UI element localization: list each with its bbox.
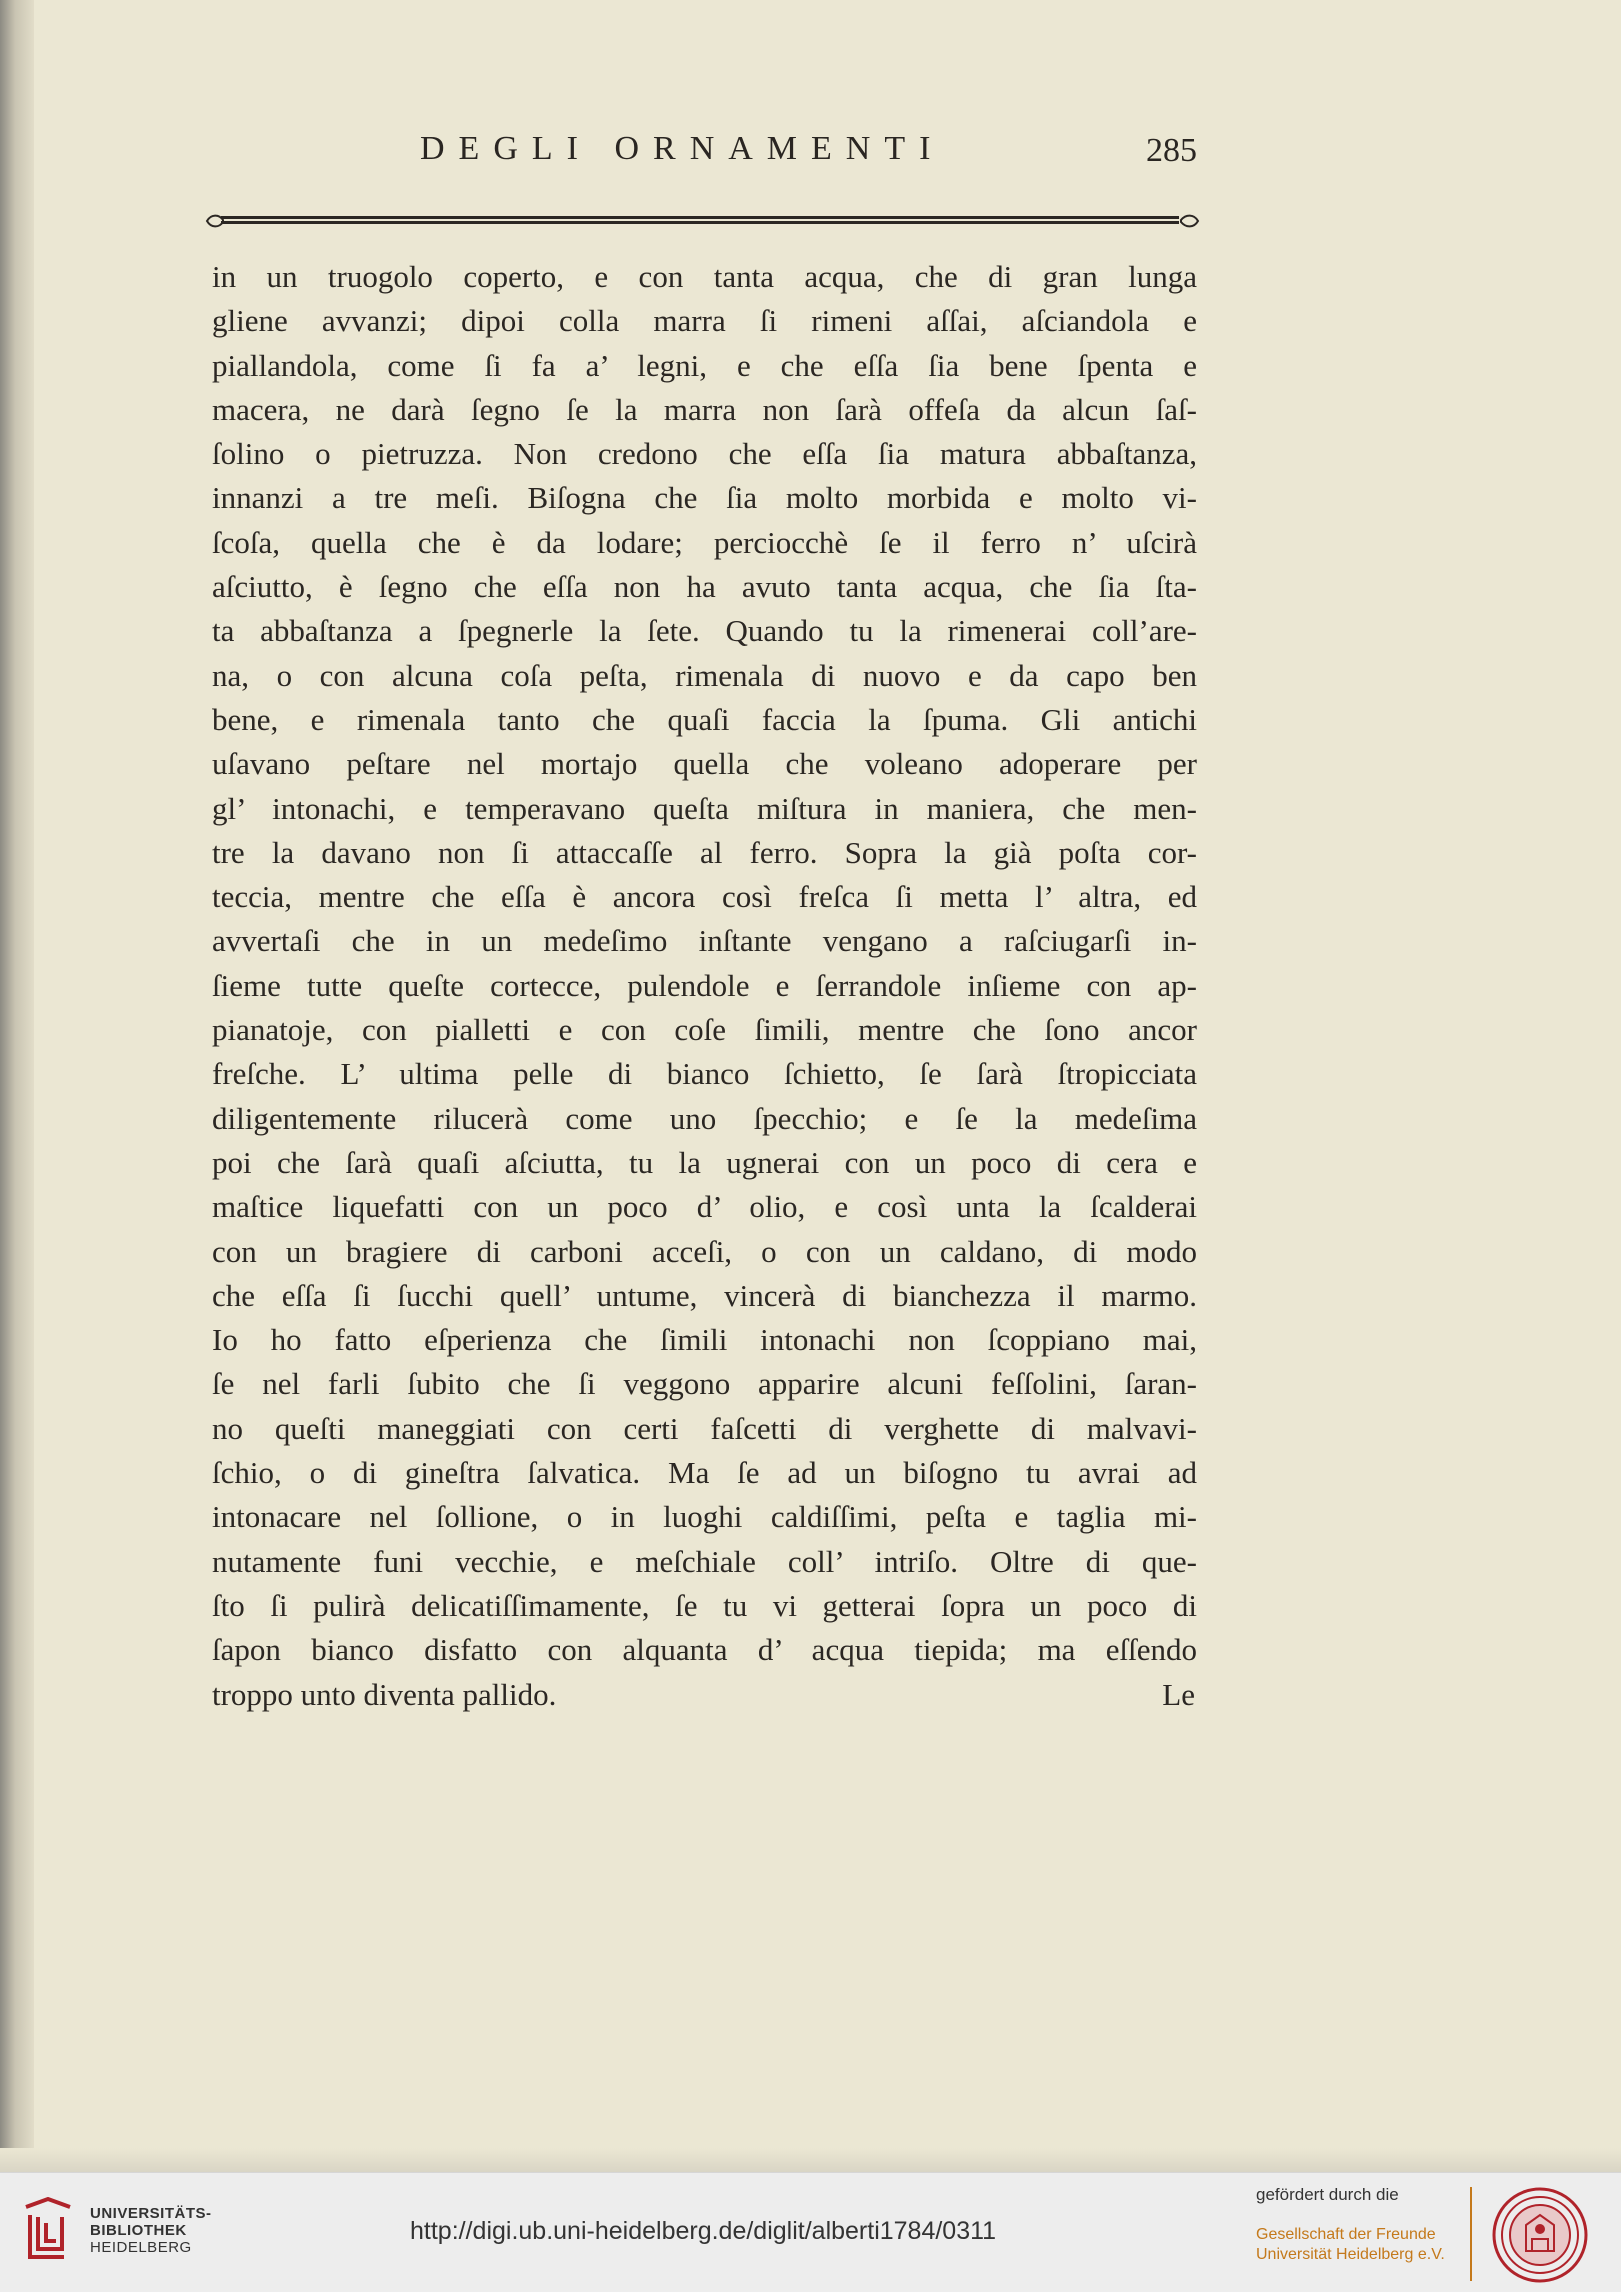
text-line: gl’ intonachi, e temperavano queſta miſtura in maniera, che men- [212,790,1197,826]
text-line: teccia, mentre che eſſa è ancora così freſca ſi metta l’ altra, ed [212,879,1197,915]
text-line: nutamente funi vecchie, e meſchiale coll’ intriſo. Oltre di que- [212,1543,1197,1579]
text-line: uſavano peſtare nel mortajo quella che voleano adoperare per [212,746,1197,782]
text-line: che eſſa ſi ſucchi quell’ untume, vincerà di bianchezza il marmo. [212,1277,1197,1313]
text-line: Io ho fatto eſperienza che ſimili intonachi non ſcoppiano mai, [212,1322,1197,1358]
sponsor-block [1256,2185,1445,2265]
body-text [212,255,1197,1717]
text-line: aſciutto, è ſegno che eſſa non ha avuto tanta acqua, che ſia ſta- [212,569,1197,605]
university-seal-icon [1490,2185,1590,2285]
library-name [90,2205,212,2256]
text-line-last [212,1673,1197,1717]
text-line: na, o con alcuna coſa peſta, rimenala di nuovo e da capo ben [212,657,1197,693]
text-line: in un truogolo coperto, e con tanta acqua, che di gran lunga [212,259,1197,294]
ornamental-rule [205,213,1200,229]
sponsor-divider [1470,2187,1472,2281]
text-line: pianatoje, con pialletti e con coſe ſimili, mentre che ſono ancor [212,1012,1197,1048]
library-city: HEIDELBERG [90,2239,192,2256]
university-library-logo-icon [18,2197,78,2265]
catchword: Le [1162,1676,1195,1712]
sponsor-intro: gefördert durch die [1256,2185,1399,2204]
text-line: ta abbaſtanza a ſpegnerle la ſete. Quando tu la rimenerai coll’are- [212,613,1197,649]
text-line: avvertaſi che in un medeſimo inſtante vengano a raſciugarſi in- [212,923,1197,959]
permalink-url[interactable]: http://digi.ub.uni-heidelberg.de/diglit/alberti1784/0311 [410,2217,997,2245]
text-line: con un bragiere di carboni acceſi, o con un caldano, di modo [212,1233,1197,1269]
text-line: ſchio, o di gineſtra ſalvatica. Ma ſe ad un biſogno tu avrai ad [212,1455,1197,1491]
text-line: piallandola, come ſi fa a’ legni, e che eſſa ſia bene ſpenta e [212,347,1197,383]
sponsor-name-line-1: Gesellschaft der Freunde [1256,2226,1436,2243]
text-line: intonacare nel ſollione, o in luoghi caldiſſimi, peſta e taglia mi- [212,1499,1197,1535]
text-line: poi che ſarà quaſi aſciutta, tu la ugnerai con un poco di cera e [212,1144,1197,1180]
book-spine-shadow [0,0,34,2172]
page-number: 285 [1146,132,1197,169]
text-line: ſe nel farli ſubito che ſi veggono apparire alcuni feſſolini, ſaran- [212,1366,1197,1402]
text-line: freſche. L’ ultima pelle di bianco ſchietto, ſe ſarà ſtropicciata [212,1056,1197,1092]
text-line: maſtice liquefatti con un poco d’ olio, e così unta la ſcalderai [212,1189,1197,1225]
library-name-line-1: UNIVERSITÄTS- [90,2205,212,2222]
text-line: tre la davano non ſi attaccaſſe al ferro. Sopra la già poſta cor- [212,834,1197,870]
text-line: ſto ſi pulirà delicatiſſimamente, ſe tu vi getterai ſopra un poco di [212,1587,1197,1623]
text-line: ſieme tutte queſte cortecce, pulendole e ſerrandole inſieme con ap- [212,967,1197,1003]
text-line: ſolino o pietruzza. Non credono che eſſa ſia matura abbaſtanza, [212,436,1197,472]
library-name-line-2: BIBLIOTHEK [90,2222,187,2239]
sponsor-name-line-2: Universität Heidelberg e.V. [1256,2246,1445,2263]
text-line: ſapon bianco disfatto con alquanta d’ acqua tiepida; ma eſſendo [212,1632,1197,1668]
digitization-footer [0,2172,1621,2292]
text-line: bene, e rimenala tanto che quaſi faccia la ſpuma. Gli antichi [212,701,1197,737]
text-line: diligentemente rilucerà come uno ſpecchio; e ſe la medeſima [212,1100,1197,1136]
text-line: innanzi a tre meſi. Biſogna che ſia molto morbida e molto vi- [212,480,1197,516]
text-line: ſcoſa, quella che è da lodare; perciocchè ſe il ferro n’ uſcirà [212,524,1197,560]
page-bottom-edge [0,2148,1621,2172]
last-line-text: troppo unto diventa pallido. [212,1676,557,1712]
text-line: gliene avvanzi; dipoi colla marra ſi rimeni aſſai, aſciandola e [212,303,1197,339]
text-line: no queſti maneggiati con certi faſcetti di verghette di malvavi- [212,1410,1197,1446]
running-title: DEGLI ORNAMENTI [420,130,945,167]
text-line: macera, ne darà ſegno ſe la marra non ſarà offeſa da alcun ſaſ- [212,391,1197,427]
